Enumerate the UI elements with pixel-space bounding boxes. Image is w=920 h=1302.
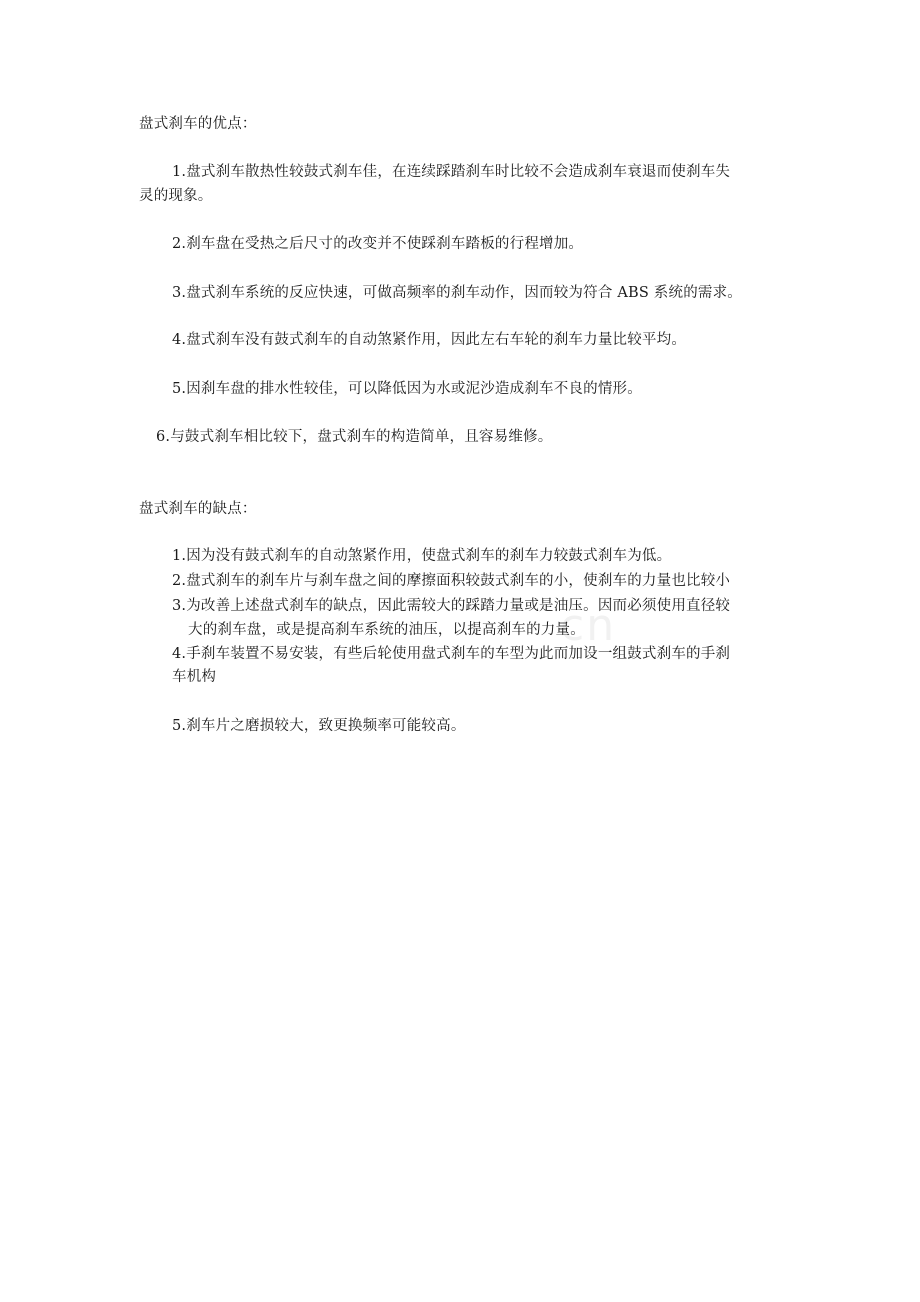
disadvantage-item-4-line-1: 4.手刹车装置不易安装，有些后轮使用盘式刹车的车型为此而加设一组鼓式刹车的手刹: [172, 646, 731, 662]
advantage-item-2: 2.刹车盘在受热之后尺寸的改变并不使踩刹车踏板的行程增加。: [172, 236, 584, 252]
advantage-item-3: 3.盘式刹车系统的反应快速，可做高频率的刹车动作，因而较为符合 ABS 系统的需求。: [172, 285, 743, 301]
disadvantage-item-5: 5.刹车片之磨损较大，致更换频率可能较高。: [172, 718, 466, 734]
advantage-item-1-line-2: 灵的现象。: [139, 188, 213, 204]
advantages-heading: 盘式刹车的优点：: [139, 116, 257, 132]
watermark: cn: [560, 600, 617, 651]
advantage-item-5: 5.因刹车盘的排水性较佳，可以降低因为水或泥沙造成刹车不良的情形。: [172, 381, 642, 397]
disadvantage-item-4-line-2: 车机构: [172, 669, 217, 685]
disadvantages-heading: 盘式刹车的缺点：: [139, 501, 257, 517]
advantage-item-1-line-1: 1.盘式刹车散热性较鼓式刹车佳，在连续踩踏刹车时比较不会造成刹车衰退而使刹车失: [172, 164, 731, 180]
disadvantage-item-3-line-1: 3.为改善上述盘式刹车的缺点，因此需较大的踩踏力量或是油压。因而必须使用直径较: [172, 598, 731, 614]
disadvantage-item-3-line-2: 大的刹车盘，或是提高刹车系统的油压，以提高刹车的力量。: [188, 622, 585, 638]
disadvantage-item-2: 2.盘式刹车的刹车片与刹车盘之间的摩擦面积较鼓式刹车的小，使刹车的力量也比较小: [172, 573, 731, 589]
disadvantage-item-1: 1.因为没有鼓式刹车的自动煞紧作用，使盘式刹车的刹车力较鼓式刹车为低。: [172, 548, 672, 564]
advantage-item-6: 6.与鼓式刹车相比较下，盘式刹车的构造简单，且容易维修。: [156, 429, 553, 445]
advantage-item-4: 4.盘式刹车没有鼓式刹车的自动煞紧作用，因此左右车轮的刹车力量比较平均。: [172, 332, 687, 348]
